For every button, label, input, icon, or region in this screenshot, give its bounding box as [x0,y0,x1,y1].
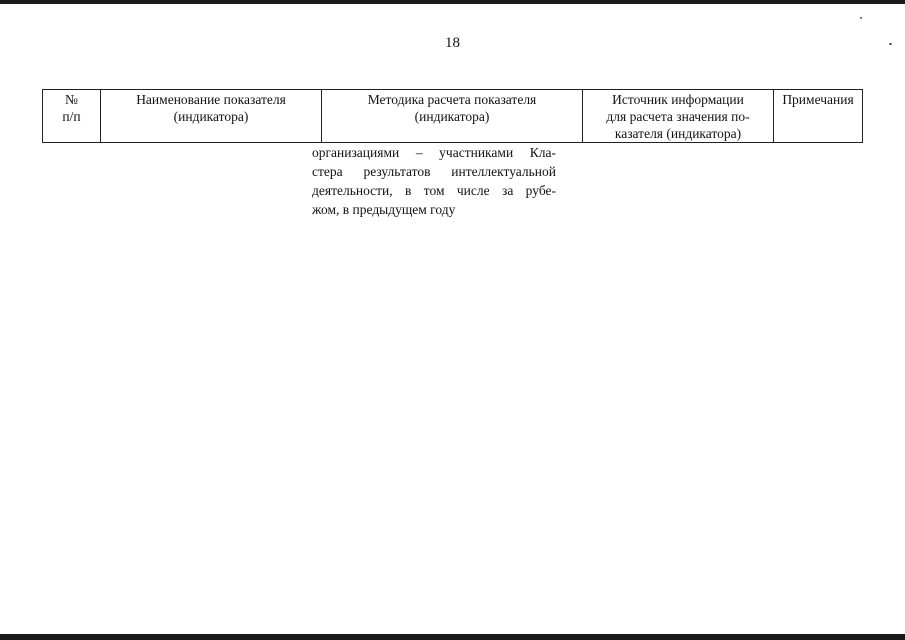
method-cell-continuation [312,143,556,219]
header-line: Примечания [782,92,854,107]
indicator-table-header [42,89,863,143]
column-header-information-source [583,90,774,143]
method-text-line: стера результатов интеллектуальной [312,164,556,179]
column-header-indicator-name [101,90,322,143]
header-line: (индикатора) [414,109,490,124]
header-line: для расчета значения по- [606,109,750,124]
method-text-line: организациями – участниками Кла- [312,145,556,160]
method-text-line: деятельности, в том числе за рубе- [312,183,556,198]
column-header-calculation-method [322,90,583,143]
header-line: Методика расчета показателя [367,92,537,107]
header-line: Источник информации [612,92,744,107]
scan-bottom-edge [0,634,905,640]
page-number: 18 [445,35,460,51]
header-line: № [65,92,78,107]
scan-top-edge [0,0,905,4]
scan-speck [860,17,862,19]
header-line: казателя (индикатора) [614,126,742,141]
column-header-number [43,90,101,143]
method-text-line: жом, в предыдущем году [312,202,456,217]
header-line: Наименование показателя [136,92,286,107]
header-line: п/п [62,109,81,124]
column-header-notes [774,90,863,143]
table-header-row [43,90,863,143]
header-line: (индикатора) [173,109,249,124]
